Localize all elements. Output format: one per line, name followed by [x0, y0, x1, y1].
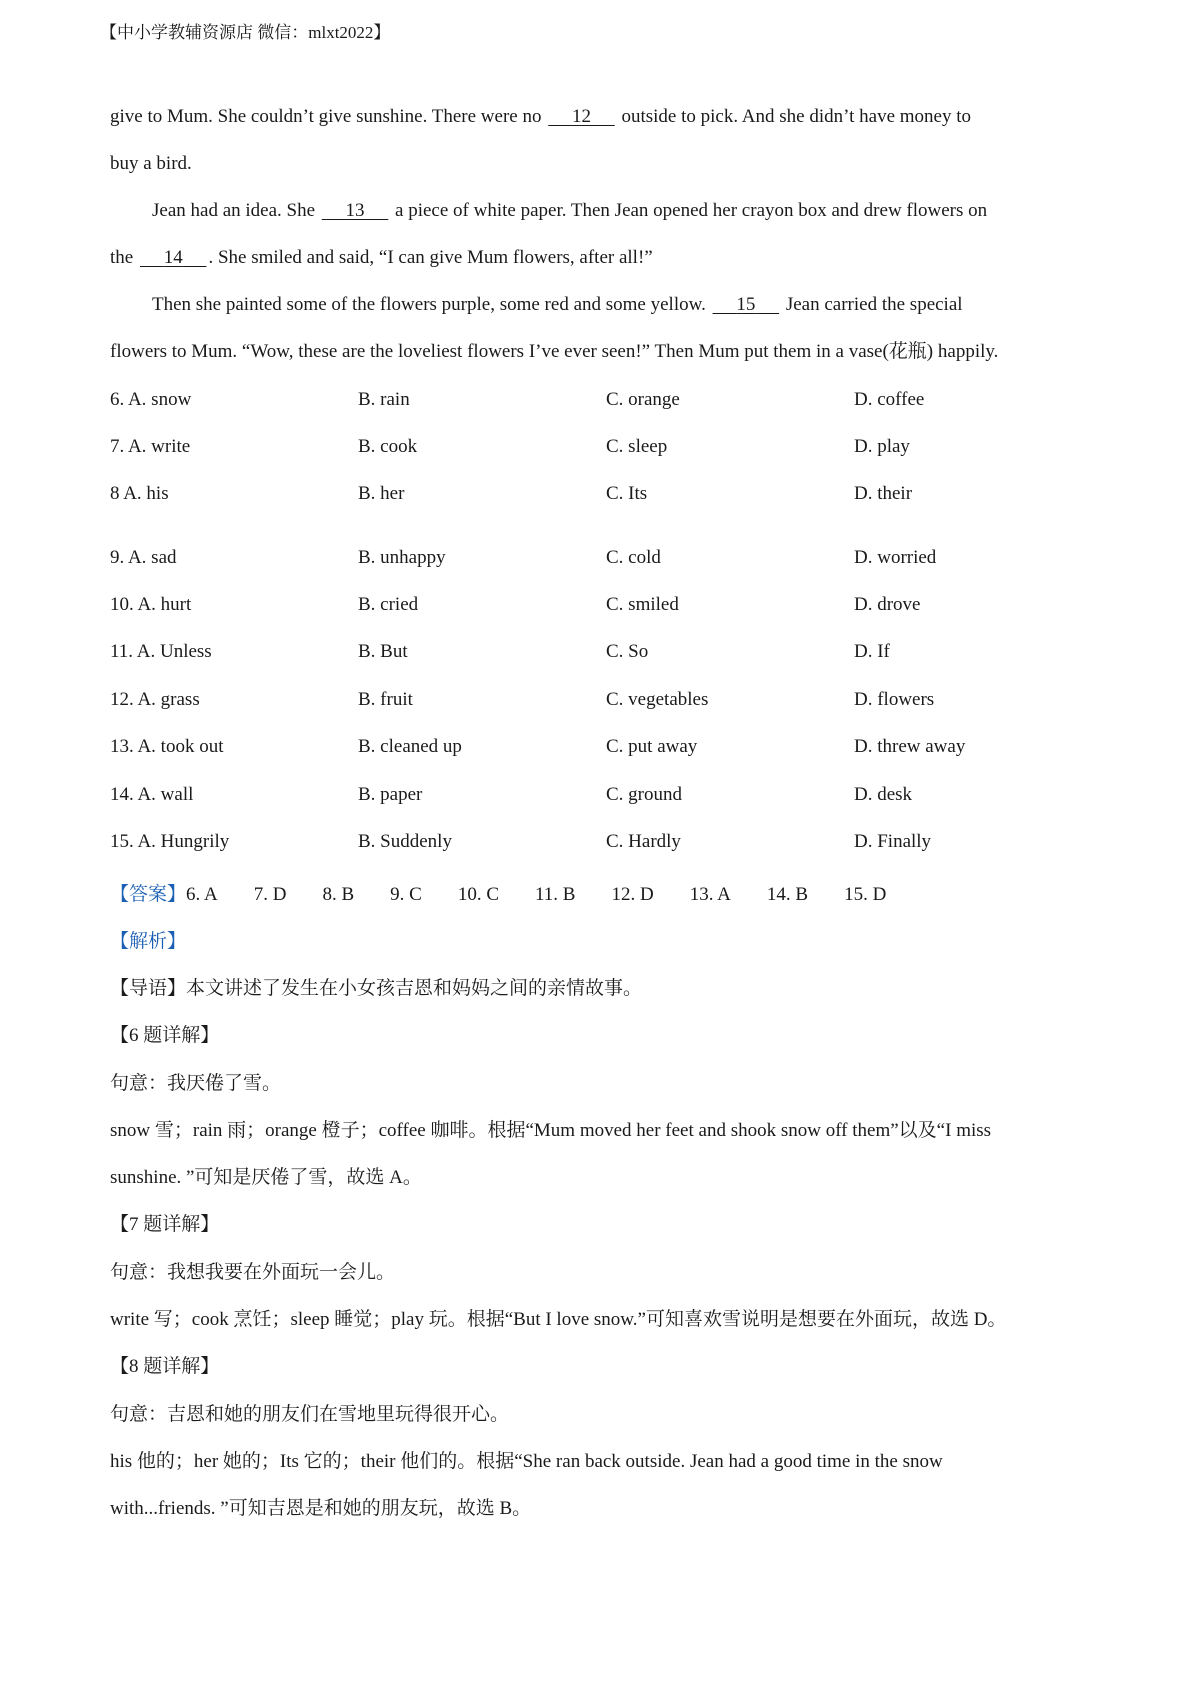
passage-line — [110, 107, 971, 126]
blank-12: 12 — [571, 106, 591, 127]
passage-line: buy a bird. — [110, 153, 192, 174]
option-d: D. worried — [854, 547, 937, 568]
q7-meaning: 句意：我想我要在外面玩一会儿。 — [110, 1262, 396, 1283]
q8-meaning: 句意：吉恩和她的朋友们在雪地里玩得很开心。 — [110, 1404, 510, 1425]
option-a: 10. A. hurt — [110, 594, 192, 615]
answer-item: 9. C — [390, 884, 422, 905]
option-a: 7. A. write — [110, 436, 191, 457]
q7-explain: write 写；cook 烹饪；sleep 睡觉；play 玩。根据“But I love snow.”可知喜欢雪说明是想要在外面玩，故选 D。 — [110, 1309, 1007, 1330]
q8-explain: his 他的；her 她的；Its 它的；their 他们的。根据“She ran back outside. Jean had a good time in the snow — [110, 1451, 943, 1472]
option-a: 8 A. his — [110, 483, 169, 504]
q8-explain-cont: with...friends. ”可知吉恩是和她的朋友玩，故选 B。 — [110, 1498, 532, 1519]
passage-text: Jean carried the special — [781, 294, 963, 315]
option-c: C. So — [606, 641, 649, 662]
option-b: B. cook — [358, 436, 418, 457]
answer-item: 13. A — [689, 884, 731, 905]
option-c: C. vegetables — [606, 689, 709, 710]
option-d: D. Finally — [854, 831, 932, 852]
intro-text: 【导语】本文讲述了发生在小女孩吉恩和妈妈之间的亲情故事。 — [110, 978, 643, 999]
option-c: C. smiled — [606, 594, 679, 615]
option-b: B. But — [358, 641, 408, 662]
passage-text: outside to pick. And she didn’t have money to — [616, 106, 972, 127]
answer-item: 11. B — [535, 884, 576, 905]
option-a: 12. A. grass — [110, 689, 200, 710]
page-header: 【中小学教辅资源店 微信：mlxt2022】 — [100, 23, 391, 42]
answer-item: 7. D — [253, 884, 287, 905]
answer-item: 12. D — [611, 884, 654, 905]
passage-line — [152, 201, 987, 220]
answer-item: 15. D — [844, 884, 887, 905]
passage-text: the — [110, 247, 138, 268]
blank-15: 15 — [736, 294, 756, 315]
option-a: 15. A. Hungrily — [110, 831, 230, 852]
passage-text: Then she painted some of the flowers purple, some red and some yellow. — [152, 294, 711, 315]
option-a: 11. A. Unless — [110, 641, 212, 662]
option-a: 9. A. sad — [110, 547, 177, 568]
option-d: D. coffee — [854, 389, 925, 410]
option-c: C. cold — [606, 547, 661, 568]
analysis-label: 【解析】 — [110, 931, 187, 952]
answer-item: 10. C — [457, 884, 499, 905]
q8-title: 【8 题详解】 — [110, 1356, 220, 1377]
option-a: 6. A. snow — [110, 389, 192, 410]
option-d: D. threw away — [854, 736, 966, 757]
q6-title: 【6 题详解】 — [110, 1025, 220, 1046]
q6-explain: snow 雪；rain 雨；orange 橙子；coffee 咖啡。根据“Mum moved her feet and shook snow off them”以及“I miss — [110, 1120, 992, 1141]
q7-title: 【7 题详解】 — [110, 1214, 220, 1235]
option-d: D. play — [854, 436, 910, 457]
option-b: B. cried — [358, 594, 419, 615]
option-c: C. sleep — [606, 436, 668, 457]
option-c: C. put away — [606, 736, 698, 757]
option-c: C. Hardly — [606, 831, 681, 852]
option-a: 13. A. took out — [110, 736, 224, 757]
option-b: B. rain — [358, 389, 410, 410]
option-d: D. flowers — [854, 689, 935, 710]
option-b: B. paper — [358, 784, 423, 805]
passage-line — [110, 248, 653, 267]
option-d: D. drove — [854, 594, 921, 615]
option-c: C. Its — [606, 483, 648, 504]
answer-item: 14. B — [766, 884, 809, 905]
passage-line — [152, 295, 963, 314]
option-d: D. their — [854, 483, 913, 504]
answer-row — [110, 885, 922, 904]
passage-text: give to Mum. She couldn’t give sunshine. There were no — [110, 106, 547, 127]
q6-explain-cont: sunshine. ”可知是厌倦了雪，故选 A。 — [110, 1167, 422, 1188]
option-b: B. cleaned up — [358, 736, 462, 757]
passage-text: Jean had an idea. She — [152, 200, 320, 221]
answer-label: 【答案】 — [110, 884, 187, 905]
blank-14: 14 — [163, 247, 183, 268]
option-d: D. desk — [854, 784, 913, 805]
option-b: B. her — [358, 483, 405, 504]
option-b: B. unhappy — [358, 547, 446, 568]
option-b: B. Suddenly — [358, 831, 452, 852]
option-b: B. fruit — [358, 689, 413, 710]
option-a: 14. A. wall — [110, 784, 194, 805]
answer-item: 8. B — [322, 884, 355, 905]
option-c: C. ground — [606, 784, 682, 805]
blank-13: 13 — [345, 200, 365, 221]
answer-item: 6. A — [186, 884, 218, 905]
option-c: C. orange — [606, 389, 680, 410]
passage-text: a piece of white paper. Then Jean opened her crayon box and drew flowers on — [390, 200, 988, 221]
passage-line: flowers to Mum. “Wow, these are the loveliest flowers I’ve ever seen!” Then Mum put them in a vase(花瓶) happily. — [110, 341, 999, 362]
option-d: D. If — [854, 641, 890, 662]
q6-meaning: 句意：我厌倦了雪。 — [110, 1073, 282, 1094]
passage-text: . She smiled and said, “I can give Mum flowers, after all!” — [208, 247, 653, 268]
